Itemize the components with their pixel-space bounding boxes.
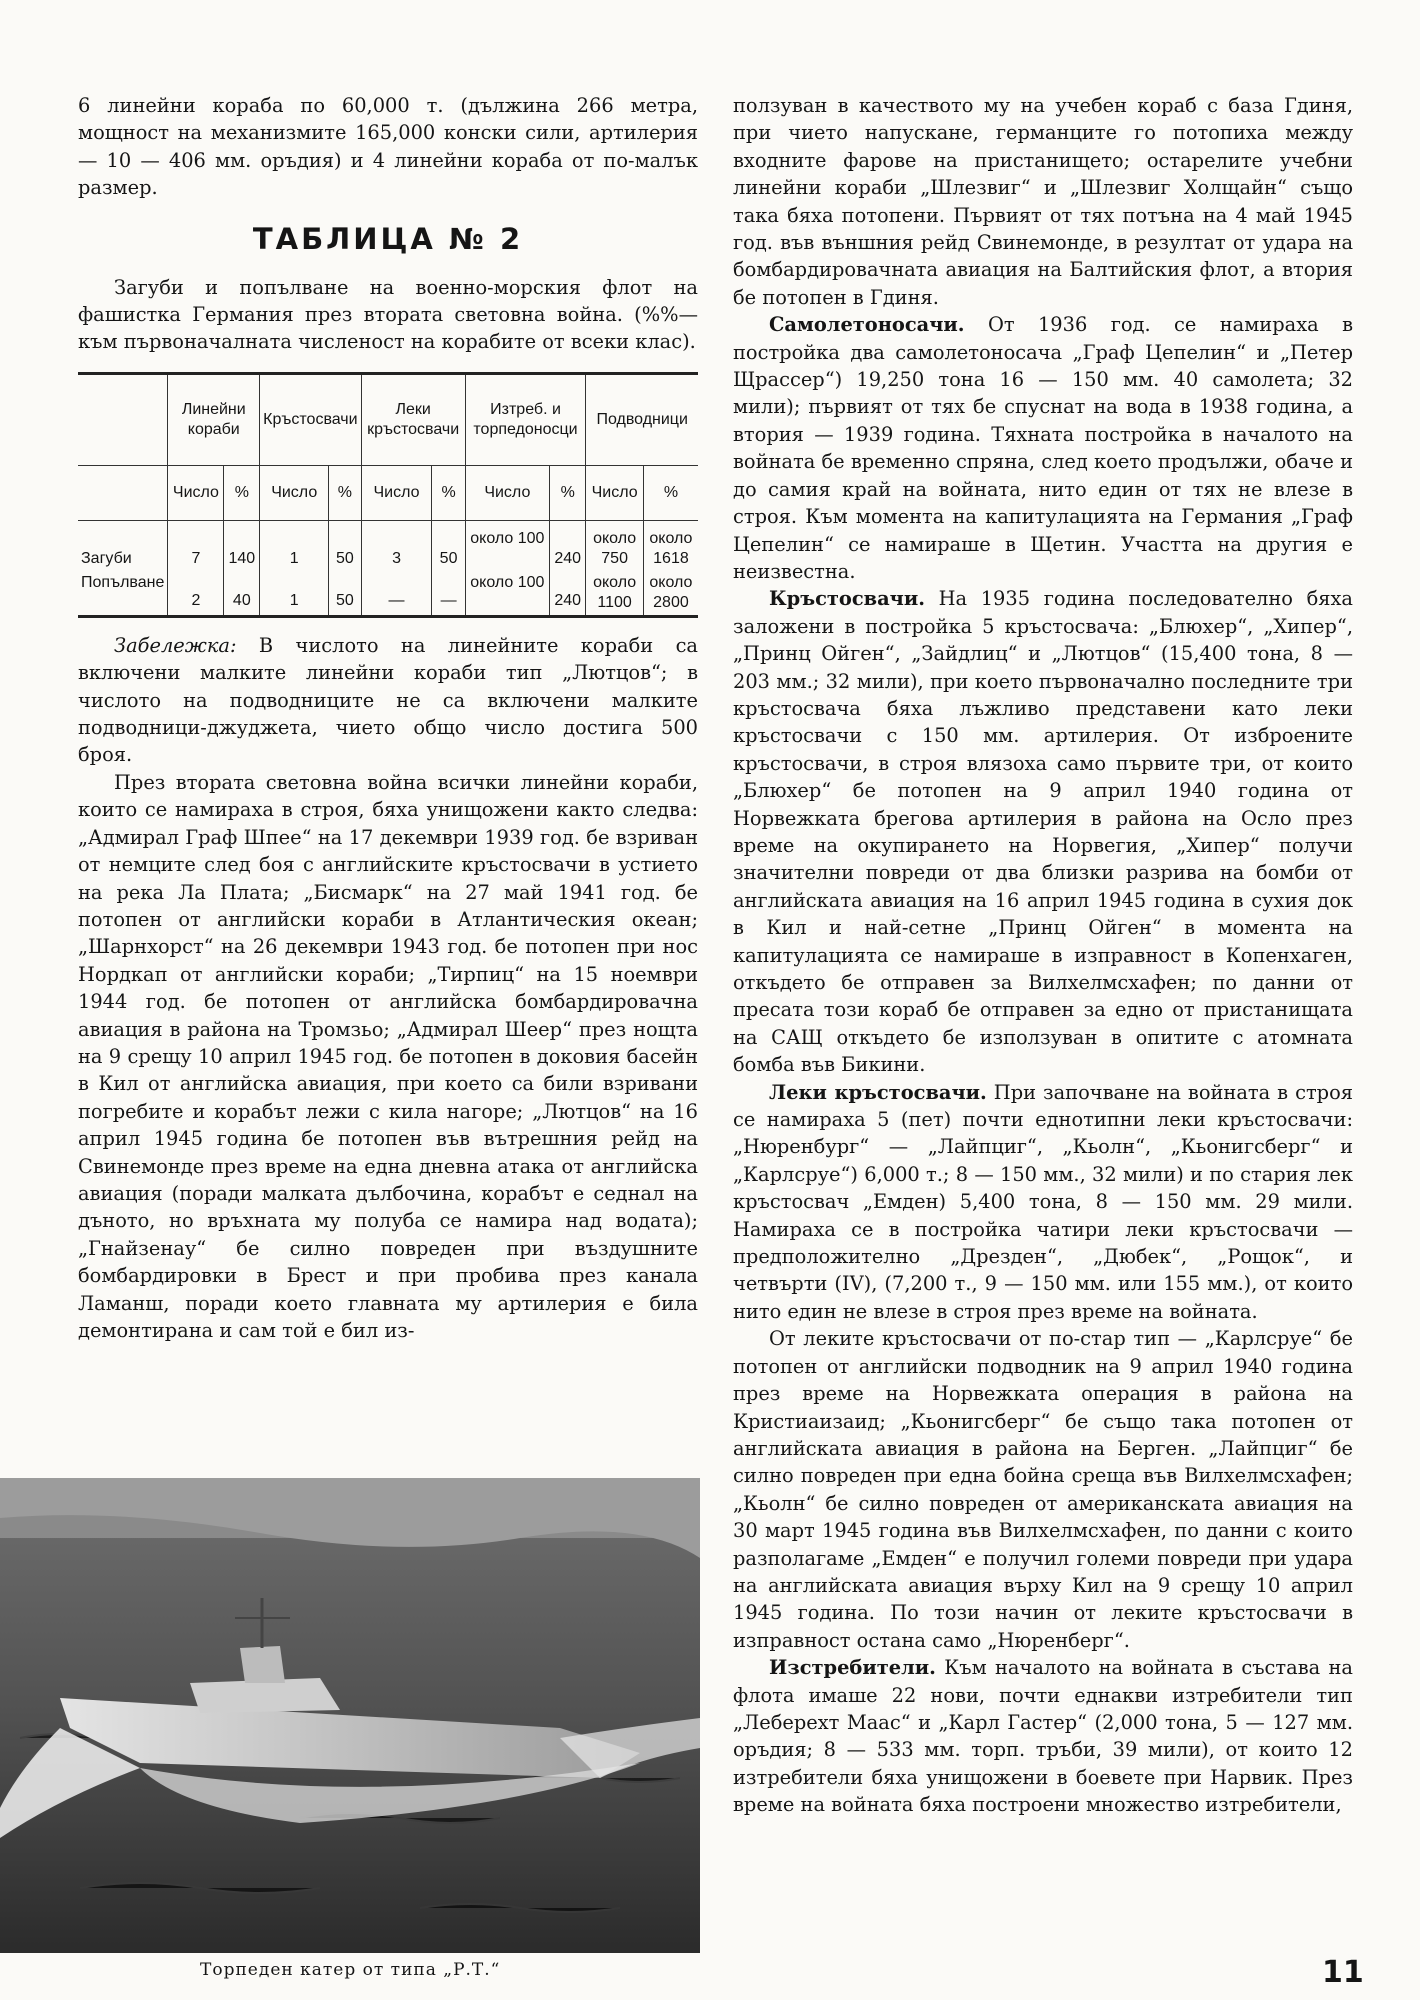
table-cell: 240	[550, 520, 586, 571]
paragraph: През втората световна война всички линейни кораби, които се намираха в строя, бяха унищожени както следва: „Адмирал Граф Шпее“ на 17 декември 1939 год. бе взриван от немците след боя с английските кръстосвачи в устието на река Ла Плата; „Бисмарк“ на 27 май 1941 год. бе потопен от английски кораби в Атлантическия океан; „Шарнхорст“ на 26 декември 1943 год. бе потопен при нос Нордкап от английски кораби; „Тирпиц“ на 15 ноември 1944 год. бе потопен от английска бомбардировачна авиация в района на Тромзьо; „Адмирал Шеер“ през нощта на 9 срещу 10 април 1945 год. бе потопен в доковия басейн в Кил от английска авиация, при което са били взривани погребите и корабът лежи с кила нагоре; „Лютцов“ на 16 април 1945 година бе потопен във вътрешния рейд на Свинемонде през време на една дневна атака от английска авиация (поради малката дълбочина, корабът е седнал на дъното, но връхната му полуба се намира над водата); „Гнайзенау“ бе силно повреден при въздушните бомбардировки в Брест и при пробива през канала Ламанш, поради което главната му артилерия е била демонтирана и сам той е бил из-	[78, 770, 698, 1342]
row-label: Загуби	[81, 549, 132, 567]
table-cell: 1	[260, 520, 329, 571]
section-heading: Самолетоносачи.	[769, 313, 965, 337]
table-cell: 50	[329, 520, 361, 571]
col-group-light-cruisers: Леки кръстосвачи	[361, 375, 465, 466]
table-cell: около 2800	[643, 571, 698, 615]
paragraph: 6 линейни кораба по 60,000 т. (дължина 266 метра, мощност на механизмите 165,000 конски сили, артилерия — 10 — 406 мм. оръдия) и 4 линейни кораба от по-малък размер.	[78, 94, 698, 200]
table-cell: 7	[168, 520, 224, 571]
section-text: От 1936 год. се намираха в постройка два самолетоносача „Граф Цепелин“ и „Петер Щрассер“) 19,250 тона 16 — 150 мм. 40 самолета; 32 мили); първият от тях бе спуснат на вода в 1938 година, а втория — 1939 година. Тяхната постройка в началото на войната бе временно спряна, след което продължи, обаче и до самия край на войната, нито един от тях не влезе в строя. Към момента на капитулацията на Германия „Граф Цепелин“ се намираше в Щетин. Участта на другия е неизвестна.	[733, 313, 1353, 583]
table-cell: около 1618	[643, 520, 698, 571]
table-cell: —	[361, 571, 432, 615]
right-column	[733, 92, 1353, 1819]
col-group-battleships: Линейни кораби	[168, 375, 260, 466]
table-row	[78, 571, 698, 615]
row-label: Попълване	[81, 573, 165, 591]
corner-cell	[78, 375, 168, 466]
sub-header: %	[432, 465, 465, 520]
table-cell: 40	[224, 571, 260, 615]
table-row	[78, 520, 698, 571]
corner-cell	[78, 465, 168, 520]
section-light-cruisers	[733, 1079, 1353, 1326]
table-cell: 50	[329, 571, 361, 615]
table-title: ТАБЛИЦА № 2	[252, 221, 524, 256]
table-cell: около 750	[586, 520, 644, 571]
paragraph: От леките кръстосвачи от по-стар тип — „Карлсруе“ бе потопен от английски подводник на 9 април 1940 година през време на Норвежката операция в района на Кристиаизаид; „Кьонигсберг“ бе също така потопен от английската авиация в района на Берген. „Лайпциг“ бе силно повреден при една бойна среща във Вилхелмсхафен; „Кьолн“ бе силно повреден от американската авиация на 30 март 1945 година във Вилхелмсхафен, по данни с които разполагаме „Емден“ е получил големи повреди при удара на английската авиация върху Кил на 9 срещу 10 април 1945 година. По този начин от леките кръстосвачи в изправност остана само „Нюренберг“.	[733, 1327, 1353, 1652]
paragraph: ползуван в качеството му на учебен кораб с база Гдиня, при чието напускане, германците го потопиха между входните фарове на пристанището; остарелите учебни линейни кораби „Шлезвиг“ и „Шлезвиг Холщайн“ също така бяха потопени. Първият от тях потъна на 4 май 1945 год. във външния рейд Свинемонде, в резултат от удара на бомбардировачната авиация на Балтийския флот, а втория бе потопен в Гдиня.	[733, 94, 1353, 309]
sub-header: %	[329, 465, 361, 520]
table-cell: —	[432, 571, 465, 615]
sub-header: Число	[586, 465, 644, 520]
table-cell: 3	[361, 520, 432, 571]
section-destroyers	[733, 1654, 1353, 1818]
sub-header: %	[550, 465, 586, 520]
section-heading: Изстребители.	[769, 1656, 936, 1680]
table-cell: около 1100	[586, 571, 644, 615]
section-cruisers	[733, 585, 1353, 1078]
table-cell: около 100	[465, 571, 549, 615]
sub-header: Число	[465, 465, 549, 520]
note-text: В числото на линейните кораби са включени малките линейни кораби тип „Лютцов“; в числото на подводниците не са включени малките подводници-джуджета, чието общо число достига 500 броя.	[78, 633, 698, 767]
sub-header: Число	[260, 465, 329, 520]
section-text: При започване на войната в строя се намираха 5 (пет) почти еднотипни леки кръстосвачи: „Нюренбург“ — „Лайпциг“, „Кьолн“, „Кьонигсберг“ и „Карлсруе“) 6,000 т.; 8 — 150 мм., 32 мили) и по стария лек кръстосвач „Емден) 5,400 тона, 8 — 150 мм. 29 мили. Намираха се в постройка чатири леки кръстосвачи — предположително „Дрезден“, „Дюбек“, „Рощок“, и четвърти (IV), (7,200 т., 9 — 150 мм. или 155 мм.), от които нито един не влезе в строя през време на войната.	[733, 1080, 1353, 1323]
left-column	[78, 92, 698, 1344]
sub-header: Число	[168, 465, 224, 520]
note-label: Забележка:	[114, 633, 237, 657]
torpedo-boat-photo	[0, 1478, 700, 1953]
table-bottom-rule	[78, 615, 698, 618]
section-text: На 1935 година последователно бяха заложени в постройка 5 кръстосвача: „Блюхер“, „Хипер“, „Принц Ойген“, „Зайдлиц“ и „Лютцов“ (15,400 тона, 8 — 203 мм.; 32 мили), при което първоначално последните три кръстосвача бяха лъжливо представени като леки кръстосвачи с 150 мм. артилерия. От изброените кръстосвачи, в строя влязоха само първите три, от които „Блюхер“ бе потопен на 9 април 1940 година от Норвежката брегова артилерия в района на Осло през време на окупирането на Норвегия, „Хипер“ получи значителни повреди от два близки разрива на бомби от английската авиация на 16 април 1945 година в сухия док в Кил и най-сетне „Принц Ойген“ в момента на капитулацията се намираше в изправност в Копенхаген, откъдето бе отправен за Вилхелмсхафен; по данни от пресата този кораб бе отправен за едно от пристанищата на САЩ откъдето бе използуван в опитите с атомната бомба във Бикини.	[733, 587, 1353, 1077]
col-group-cruisers: Кръстосвачи	[260, 375, 361, 466]
col-group-submarines: Подводници	[586, 375, 698, 466]
table-note	[78, 632, 698, 769]
table-cell: 140	[224, 520, 260, 571]
section-heading: Леки кръстосвачи.	[769, 1080, 987, 1104]
sub-header: Число	[361, 465, 432, 520]
table-cell: 240	[550, 571, 586, 615]
table-cell: около 100	[465, 520, 549, 571]
table-cell: 2	[168, 571, 224, 615]
sub-header: %	[224, 465, 260, 520]
losses-table	[78, 375, 698, 615]
section-aircraft-carriers	[733, 311, 1353, 585]
col-group-destroyers: Изтреб. и торпедоносци	[465, 375, 586, 466]
table-cell: 50	[432, 520, 465, 571]
page-number: 11	[1322, 1955, 1364, 1990]
photo-caption: Торпеден катер от типа „Р.Т.“	[200, 1960, 501, 1980]
table-cell: 1	[260, 571, 329, 615]
section-heading: Кръстосвачи.	[769, 587, 925, 611]
sub-header: %	[643, 465, 698, 520]
table-subtitle: Загуби и попълване на военно-морския флот на фашистка Германия през втората световна война. (%%— към първоначалната численост на корабите от всеки клас).	[78, 275, 698, 354]
section-text: Към началото на войната в състава на флота имаше 22 нови, почти еднакви изтребители тип „Леберехт Маас“ и „Карл Гастер“ (2,000 тона, 5 — 127 мм. оръдия; 8 — 533 мм. торп. тръби, 39 мили), от които 12 изтребители бяха унищожени в боевете при Нарвик. През време на войната бяха построени множество изтребители,	[733, 1656, 1353, 1817]
